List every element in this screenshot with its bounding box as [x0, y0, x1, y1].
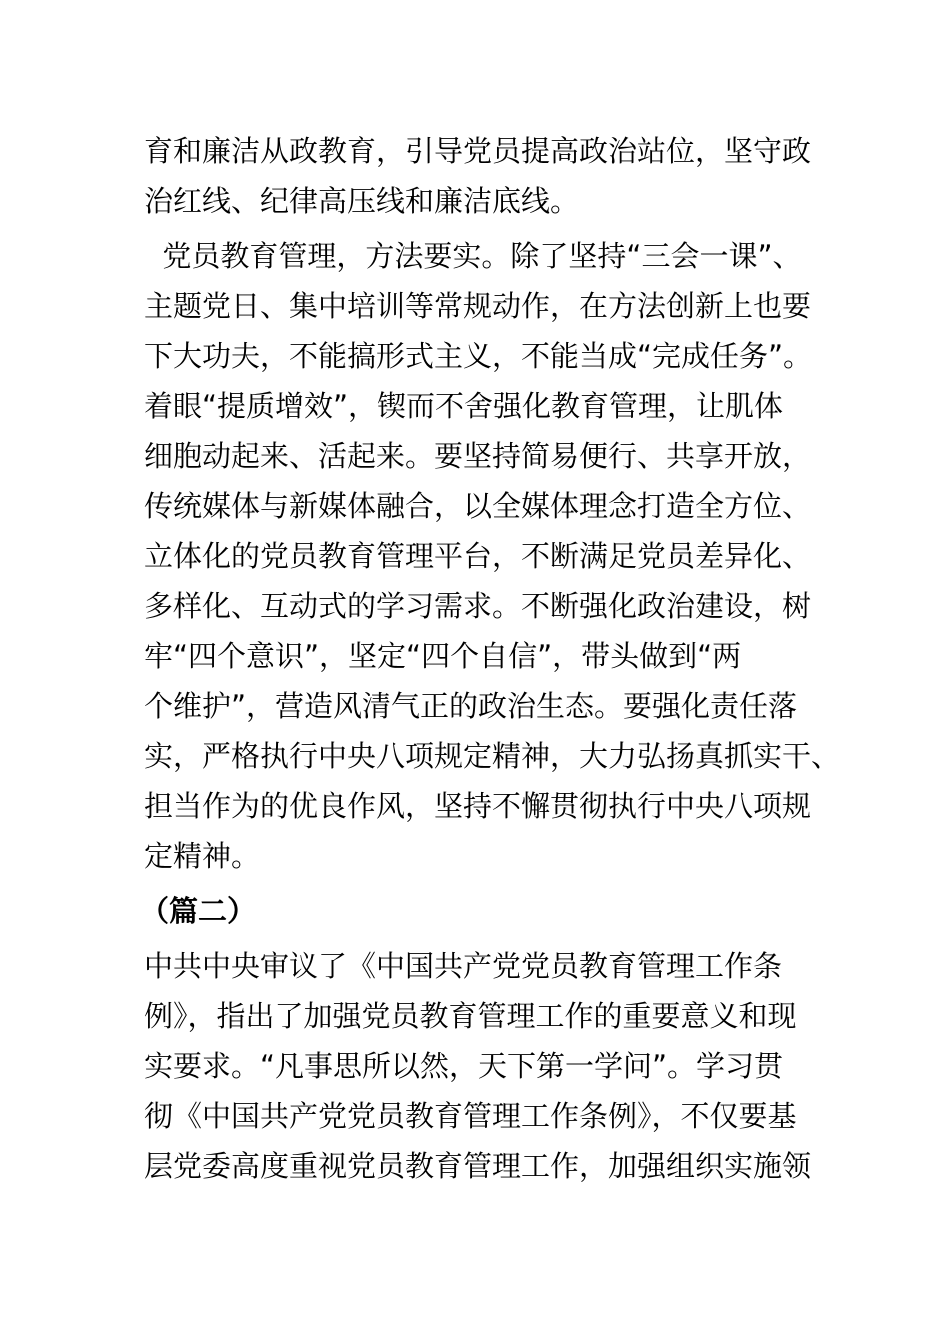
paragraph-3-line-4: 彻《中国共产党党员教育管理工作条例》，不仅要基	[144, 1099, 797, 1133]
paragraph-2-line-12: 担当作为的优良作风，坚持不懈贯彻执行中央八项规	[144, 789, 812, 823]
paragraph-3-line-5: 层党委高度重视党员教育管理工作，加强组织实施领	[144, 1149, 812, 1183]
paragraph-2-line-11: 实，严格执行中央八项规定精神，大力弘扬真抓实干、	[144, 739, 841, 773]
paragraph-2-line-8: 多样化、互动式的学习需求。不断强化政治建设，树	[144, 589, 812, 623]
paragraph-2-line-4: 着眼“提质增效”，锲而不舍强化教育管理，让肌体	[144, 389, 784, 423]
paragraph-2-line-1: 党员教育管理，方法要实。除了坚持“三会一课”、	[144, 239, 802, 273]
paragraph-3-line-3: 实要求。“凡事思所以然，天下第一学问”。学习贯	[144, 1049, 784, 1083]
paragraph-2-line-7: 立体化的党员教育管理平台，不断满足党员差异化、	[144, 539, 812, 573]
paragraph-2-line-3: 下大功夫，不能搞形式主义，不能当成“完成任务”。	[144, 339, 813, 373]
paragraph-3-line-2: 例》，指出了加强党员教育管理工作的重要意义和现	[144, 999, 797, 1033]
paragraph-2-line-6: 传统媒体与新媒体融合，以全媒体理念打造全方位、	[144, 489, 812, 523]
paragraph-2-line-5: 细胞动起来、活起来。要坚持简易便行、共享开放，	[144, 439, 812, 473]
paragraph-1-line-1: 育和廉洁从政教育，引导党员提高政治站位，坚守政	[144, 134, 812, 168]
paragraph-2-line-13: 定精神。	[144, 839, 261, 873]
section-heading: （篇二）	[140, 894, 257, 928]
paragraph-2-line-9: 牢“四个意识”，坚定“四个自信”，带头做到“两	[144, 639, 742, 673]
paragraph-2-line-2: 主题党日、集中培训等常规动作，在方法创新上也要	[144, 289, 812, 323]
paragraph-1-line-2: 治红线、纪律高压线和廉洁底线。	[144, 184, 580, 218]
paragraph-2-line-10: 个维护”，营造风清气正的政治生态。要强化责任落	[144, 689, 798, 723]
paragraph-3-line-1: 中共中央审议了《中国共产党党员教育管理工作条	[144, 949, 783, 983]
